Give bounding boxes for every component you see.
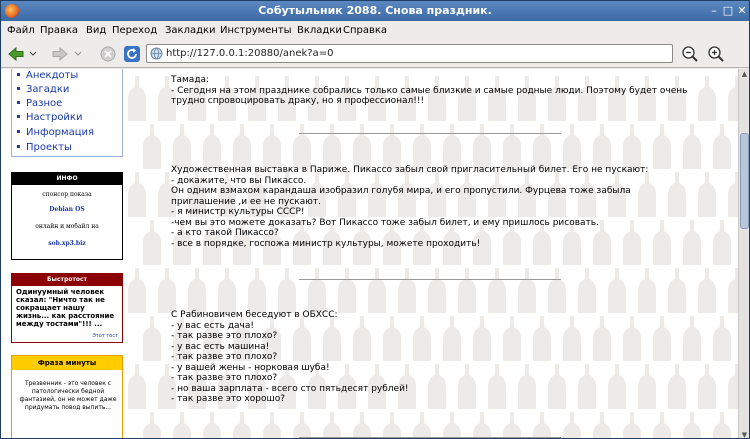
title-bar [1, 1, 749, 21]
back-history-chevron-icon[interactable] [28, 45, 38, 63]
joke-line: - я министр культуры СССР! [171, 207, 305, 217]
bottle-pattern-icon [381, 411, 403, 439]
joke-line: - но ваша зарплата - всего сто пятьдесят рублей! [171, 383, 409, 394]
bottle-pattern-icon [441, 123, 463, 171]
menu-go[interactable]: Переход [112, 25, 158, 36]
joke-item [171, 75, 691, 107]
quick-toast-link[interactable]: Этот тост [92, 333, 118, 339]
bottle-pattern-icon [486, 267, 508, 315]
joke-line: - у вас есть машина! [171, 341, 270, 352]
back-arrow-icon[interactable] [7, 45, 25, 63]
bottle-pattern-icon [501, 123, 523, 171]
menu-view[interactable]: Вид [86, 25, 107, 36]
joke-line: - у вас есть дача! [171, 320, 254, 331]
bottle-pattern-icon [171, 411, 193, 439]
bottle-pattern-icon [261, 411, 283, 439]
joke-line: - а кто такой Пикассо? [171, 228, 279, 238]
bottle-pattern-icon [396, 267, 418, 315]
close-icon[interactable]: ✕ [737, 4, 747, 17]
sidebar-item-label: Загадки [26, 84, 70, 95]
bottle-pattern-icon [471, 411, 493, 439]
bottle-pattern-icon [531, 411, 553, 439]
bottle-pattern-icon [291, 411, 313, 439]
sidebar-item-proekty[interactable] [17, 142, 72, 153]
joke-line: - у вашей жены - норковая шуба! [171, 362, 330, 373]
bullet-icon [17, 101, 20, 104]
bottle-pattern-icon [171, 123, 193, 171]
bottle-pattern-icon [711, 411, 733, 439]
bullet-icon [17, 115, 20, 118]
sidebar-item-label: Проекты [26, 142, 72, 153]
scrollbar-thumb[interactable] [740, 133, 749, 229]
bottle-pattern-icon [591, 411, 613, 439]
sidebar-item-label: Настройки [26, 112, 83, 123]
bottle-pattern-icon [666, 267, 688, 315]
forward-history-chevron-icon[interactable] [73, 45, 83, 63]
sidebar-item-zagadki[interactable] [17, 84, 69, 95]
sidebar-item-label: Анекдоты [26, 70, 79, 81]
bottle-pattern-icon [201, 123, 223, 171]
info-online-label: онлайн и мобайл на [35, 223, 99, 230]
bottle-pattern-icon [561, 411, 583, 439]
sidebar-item-nastroyki[interactable] [17, 112, 82, 123]
bottle-pattern-icon [231, 123, 253, 171]
bottle-pattern-icon [456, 267, 478, 315]
quick-toast-panel [11, 273, 123, 343]
menu-help[interactable]: Справка [343, 25, 388, 36]
bottle-pattern-icon [411, 123, 433, 171]
bottle-pattern-icon [426, 267, 448, 315]
address-bar[interactable] [146, 44, 673, 63]
page-content [1, 69, 738, 439]
joke-line: Художественная выставка в Париже. Пикассо забыл свой пригласительный билет. Его не пускают: [171, 165, 649, 175]
bottle-pattern-icon [516, 267, 538, 315]
joke-line: - докажите, что вы Пикассо. [171, 175, 307, 186]
bottle-pattern-icon [471, 123, 493, 171]
joke-item [171, 165, 691, 249]
bottle-pattern-icon [231, 411, 253, 439]
joke-line: трудно спровоцировать драку, но я профессионал!!! [171, 96, 425, 106]
bottle-pattern-icon [126, 267, 148, 315]
bullet-icon [17, 145, 20, 148]
bottle-pattern-icon [711, 315, 733, 363]
joke-line: - так разве это плохо? [171, 373, 278, 383]
bottle-pattern-icon [501, 411, 523, 439]
bullet-icon [17, 87, 20, 90]
joke-divider [299, 133, 561, 134]
bottle-pattern-icon [351, 411, 373, 439]
menu-edit[interactable]: Правка [40, 25, 79, 36]
bottle-pattern-icon [711, 219, 733, 267]
sidebar [1, 69, 126, 439]
info-panel [11, 172, 123, 260]
menu-bar [1, 21, 749, 40]
bottle-pattern-icon [411, 411, 433, 439]
bottle-pattern-icon [636, 267, 658, 315]
bullet-icon [17, 73, 20, 76]
sidebar-item-label: Разное [26, 98, 63, 109]
bottle-pattern-icon [546, 267, 568, 315]
bullet-icon [17, 130, 20, 133]
stop-icon[interactable] [99, 45, 117, 63]
bottle-pattern-icon [531, 123, 553, 171]
bottle-pattern-icon [141, 411, 163, 439]
bottle-pattern-icon [696, 363, 718, 411]
phrase-of-minute-panel [11, 355, 123, 439]
sidebar-item-informatsiya[interactable] [17, 127, 94, 138]
menu-bookmarks[interactable]: Закладки [165, 25, 216, 36]
bottle-pattern-icon [291, 123, 313, 171]
bottle-pattern-icon [651, 411, 673, 439]
bottle-pattern-icon [216, 267, 238, 315]
bottle-pattern-icon [606, 267, 628, 315]
bottle-pattern-icon [726, 363, 738, 411]
site-globe-icon [150, 47, 163, 60]
joke-line: -чем вы это можете доказать? Вот Пикассо тоже забыл билет, и ему пришлось рисовать. [171, 217, 599, 228]
quick-toast-text: Одинуумный человек сказал: "Ничто так не сокращает нашу жизнь... как расстояние между тостами"!!! ... [16, 288, 115, 328]
phrase-text: Трезвенник - это человек с патологически бедной фантазией, он не может даже придумать повод выпить... [19, 380, 117, 411]
bottle-pattern-icon [156, 267, 178, 315]
bottle-pattern-icon [726, 171, 738, 219]
bottle-pattern-icon [681, 411, 703, 439]
bottle-pattern-icon [561, 123, 583, 171]
joke-line: - так разве это хорошо? [171, 394, 285, 404]
info-site-link[interactable]: sob.xp3.biz [48, 240, 86, 247]
joke-line: - так разве это плохо? [171, 352, 278, 362]
bottle-pattern-icon [126, 363, 148, 411]
bottle-pattern-icon [726, 75, 738, 123]
bottle-pattern-icon [201, 411, 223, 439]
scroll-down-icon[interactable]: ▼ [741, 431, 748, 439]
info-debian-link[interactable]: Debian OS [49, 206, 85, 213]
bottle-pattern-icon [576, 267, 598, 315]
bottle-pattern-icon [621, 411, 643, 439]
joke-line: - все в порядке, госпожа министр культуры, можете проходить! [171, 238, 481, 249]
scroll-up-icon[interactable]: ▲ [741, 70, 748, 78]
bottle-pattern-icon [726, 267, 738, 315]
bottle-pattern-icon [381, 123, 403, 171]
joke-line: Он одним взмахом карандаша изобразил голубя мира, и его пропустили. Фурцева тоже забыла [171, 186, 631, 196]
bottle-pattern-icon [141, 123, 163, 171]
bottle-pattern-icon [621, 123, 643, 171]
address-url: http://127.0.0.1:20880/anek?a=0 [166, 48, 334, 59]
bottle-pattern-icon [186, 267, 208, 315]
joke-line: - так разве это плохо? [171, 331, 278, 341]
bottle-pattern-icon [351, 123, 373, 171]
sidebar-menu [11, 69, 123, 157]
bottle-pattern-icon [651, 123, 673, 171]
zoom-out-icon[interactable] [681, 45, 699, 63]
menu-file[interactable]: Файл [7, 25, 35, 36]
bottle-pattern-icon [681, 123, 703, 171]
navigation-toolbar [1, 40, 749, 68]
bottle-pattern-icon [321, 123, 343, 171]
bottle-pattern-icon [696, 267, 718, 315]
bottle-pattern-icon [141, 315, 163, 363]
zoom-in-icon[interactable] [707, 45, 725, 63]
menu-tabs[interactable]: Вкладки [297, 25, 342, 36]
joke-line: - Сегодня на этом празднике собрались только самые близкие и самые родные люди. Поэтому будет очень [171, 85, 688, 96]
bottle-pattern-icon [276, 267, 298, 315]
info-sponsor-label: спонсор показа [42, 191, 92, 198]
sidebar-item-anekdoty[interactable] [17, 70, 78, 81]
vertical-scrollbar[interactable] [738, 69, 749, 439]
joke-item [171, 310, 691, 405]
quick-toast-header: Быстротост [12, 274, 122, 286]
bottle-pattern-icon [261, 123, 283, 171]
bottle-pattern-icon [711, 123, 733, 171]
bottle-pattern-icon [306, 267, 328, 315]
bottle-pattern-icon [696, 75, 718, 123]
bottle-pattern-icon [591, 123, 613, 171]
bottle-pattern-icon [696, 171, 718, 219]
bottle-pattern-icon [441, 411, 463, 439]
bottle-pattern-icon [141, 219, 163, 267]
joke-divider [299, 279, 561, 280]
info-panel-header: ИНФО [12, 173, 122, 185]
bottle-pattern-icon [246, 267, 268, 315]
joke-line: С Рабиновичем беседуют в ОБХСС: [171, 310, 338, 320]
maximize-icon[interactable]: □ [722, 4, 734, 17]
window-title: Собутыльник 2088. Снова праздник. [258, 4, 492, 17]
reload-icon[interactable] [123, 45, 141, 63]
forward-arrow-icon[interactable] [51, 45, 69, 63]
phrase-header: Фраза минуты [12, 356, 122, 370]
menu-tools[interactable]: Инструменты [220, 25, 292, 36]
bottle-pattern-icon [126, 75, 148, 123]
bottle-pattern-icon [321, 411, 343, 439]
bottle-pattern-icon [366, 267, 388, 315]
bottle-pattern-icon [126, 171, 148, 219]
sidebar-item-label: Информация [26, 127, 95, 138]
joke-line: приглашение ,и ее не пускают. [171, 196, 321, 207]
bottle-pattern-icon [336, 267, 358, 315]
minimize-icon[interactable]: – [711, 4, 717, 17]
joke-line: Тамада: [171, 75, 210, 85]
sidebar-item-raznoe[interactable] [17, 98, 62, 109]
joke-divider [299, 437, 561, 438]
